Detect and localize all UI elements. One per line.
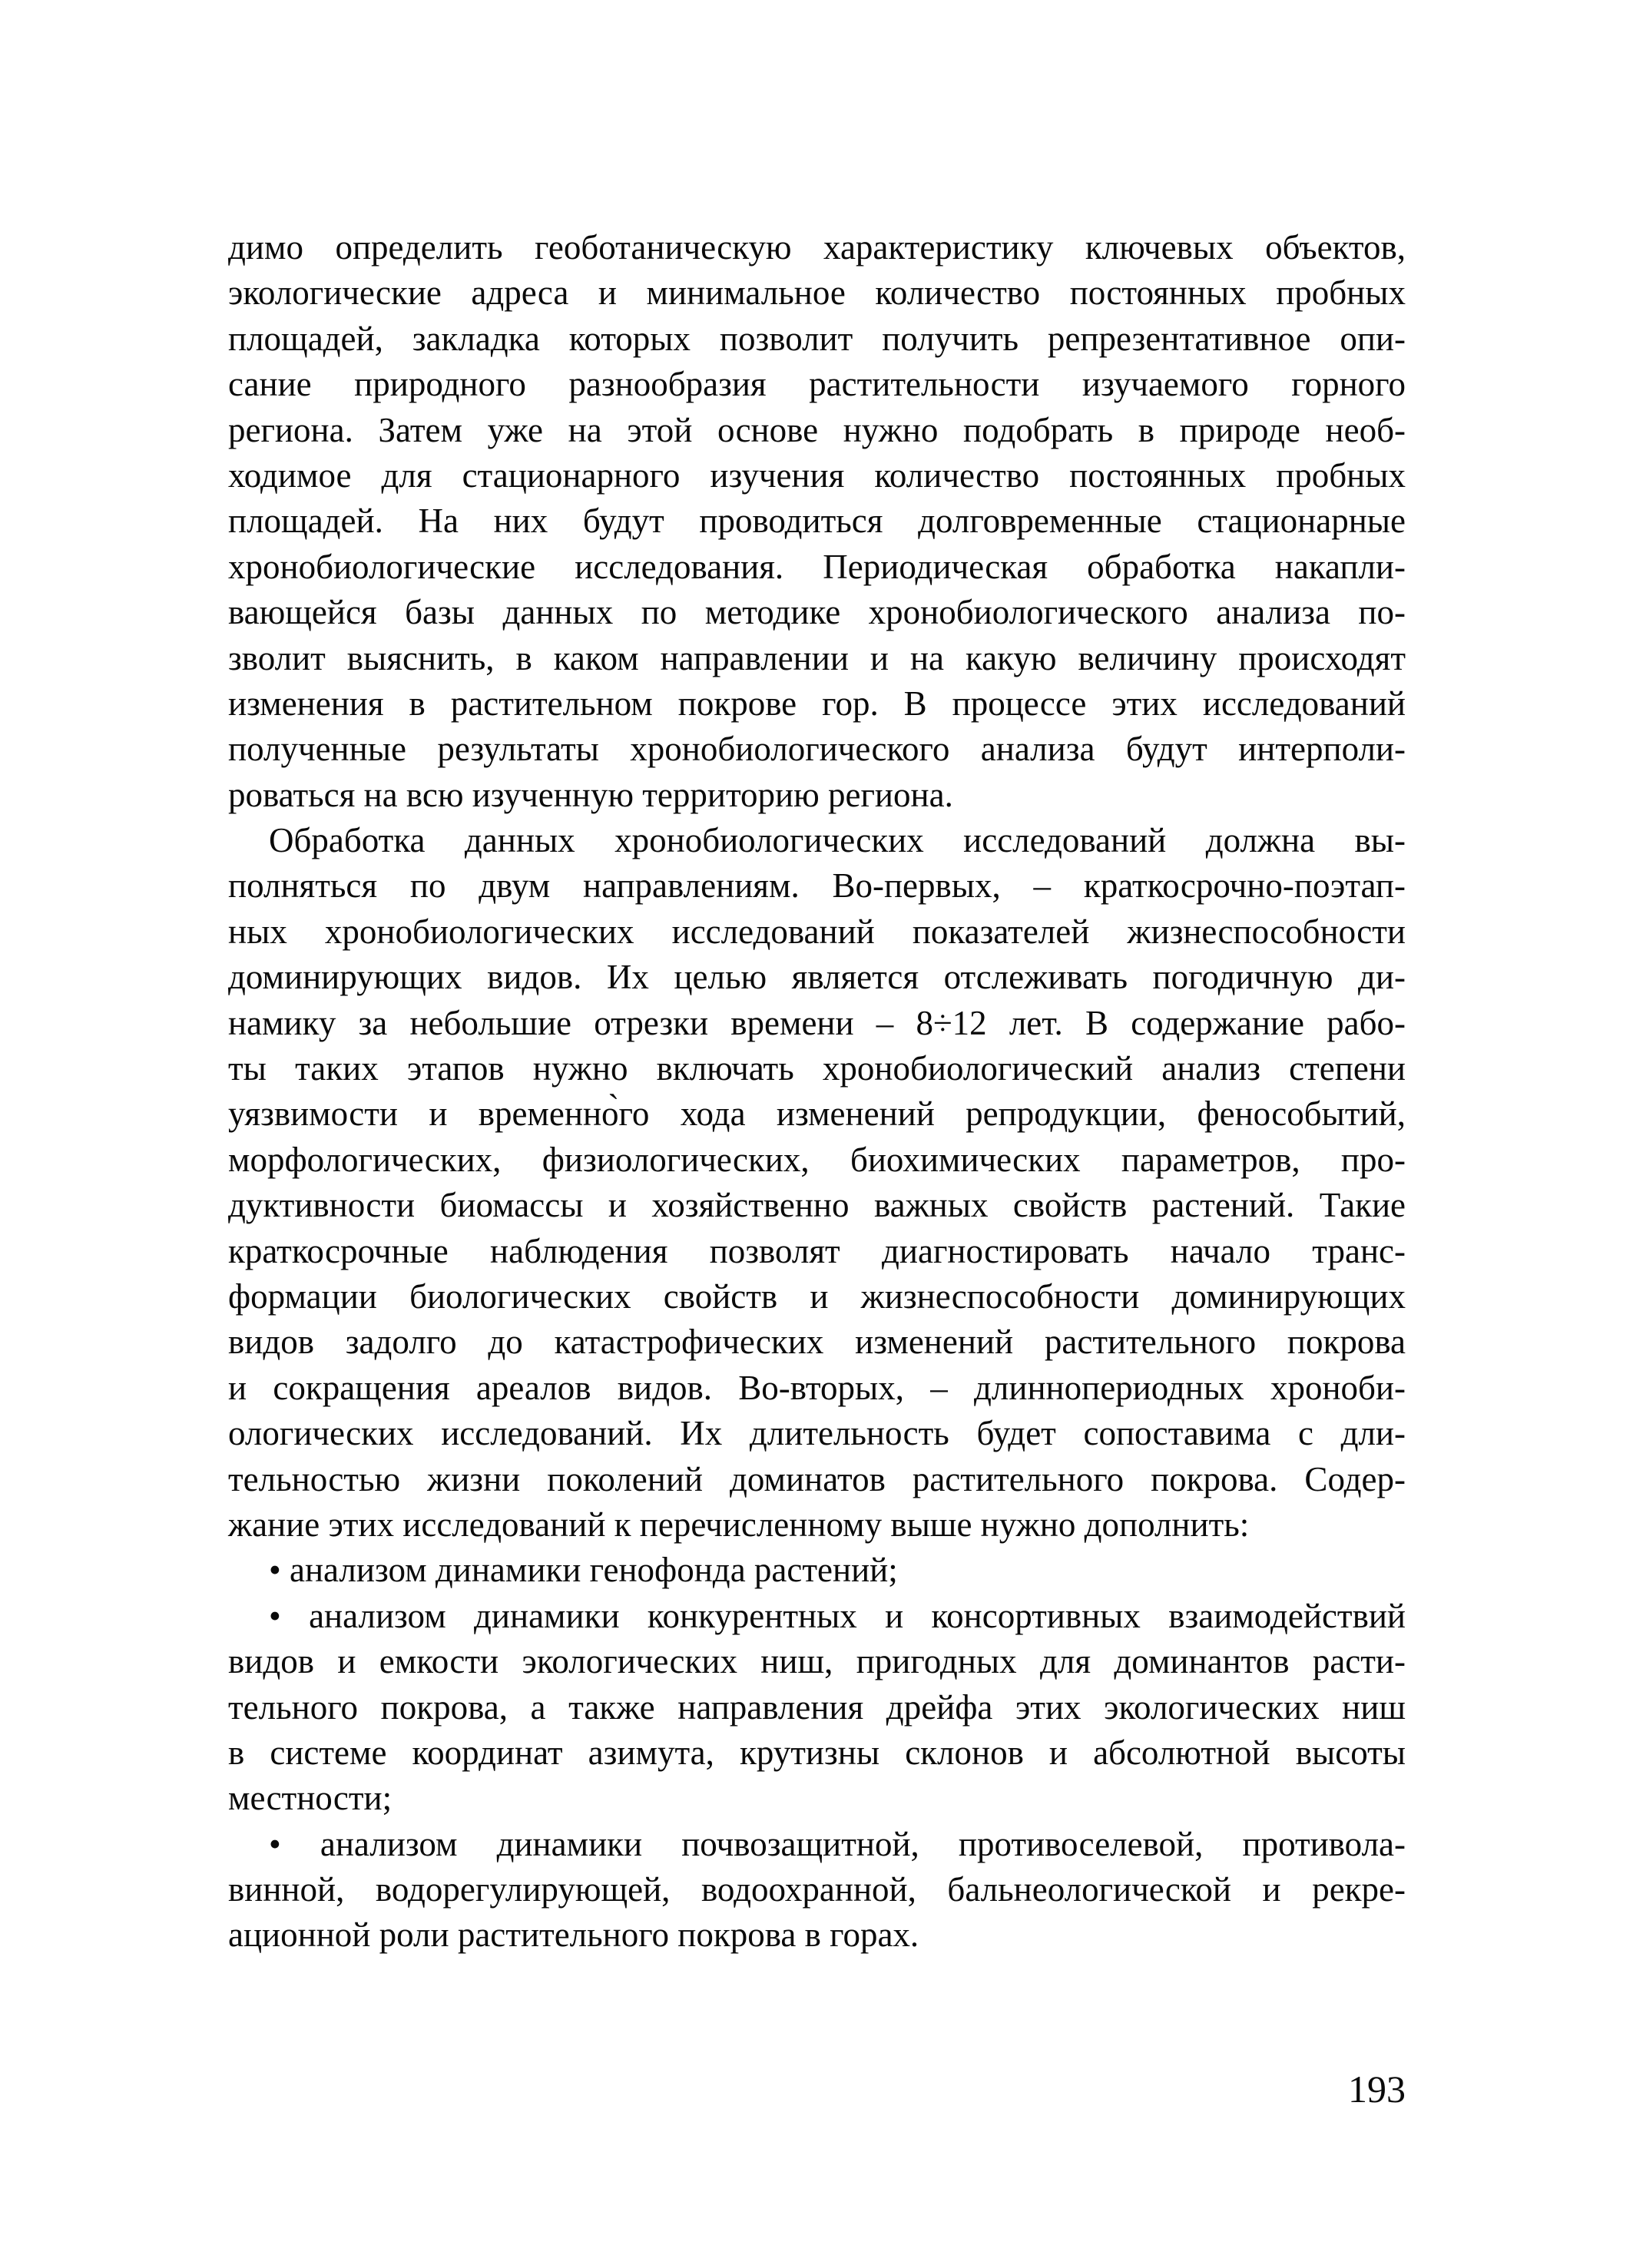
text-line: уязвимости и временно̀го хода изменений репродукции, фенособытий,	[228, 1094, 1406, 1134]
text-line: краткосрочные наблюдения позволят диагностировать начало транс-	[228, 1231, 1406, 1270]
text-line: полняться по двум направлениям. Во-первых, – краткосрочно-поэтап-	[228, 866, 1406, 906]
text-line: тельностью жизни поколений доминатов растительного покрова. Содер-	[228, 1459, 1406, 1498]
text-line: формации биологических свойств и жизнеспособности доминирующих	[228, 1276, 1406, 1316]
bullet-line: • анализом динамики генофонда растений;	[269, 1551, 898, 1590]
text-line: дуктивности биомассы и хозяйственно важных свойств растений. Такие	[228, 1186, 1406, 1225]
text-line: в системе координат азимута, крутизны склонов и абсолютной высоты	[228, 1733, 1406, 1772]
text-line: жание этих исследований к перечисленному выше нужно дополнить:	[228, 1505, 1250, 1544]
text-block	[228, 225, 1406, 1958]
text-line: вающейся базы данных по методике хронобиологического анализа по-	[228, 593, 1406, 632]
text-line: морфологических, физиологических, биохимических параметров, про-	[228, 1140, 1406, 1179]
text-line: площадей. На них будут проводиться долговременные стационарные	[228, 502, 1406, 541]
text-line: хронобиологические исследования. Периодическая обработка накапли-	[228, 547, 1406, 586]
text-line: ных хронобиологических исследований показателей жизнеспособности	[228, 912, 1406, 951]
text-line: экологические адреса и минимальное количество постоянных пробных	[228, 273, 1406, 313]
text-line: Обработка данных хронобиологических исследований должна вы-	[269, 821, 1406, 860]
text-line: ационной роли растительного покрова в горах.	[228, 1915, 919, 1955]
text-line: сание природного разнообразия растительности изучаемого горного	[228, 365, 1406, 404]
bullet-line: • анализом динамики почвозащитной, противоселевой, противола-	[269, 1824, 1406, 1863]
text-line: площадей, закладка которых позволит получить репрезентативное опи-	[228, 319, 1406, 358]
text-line: ты таких этапов нужно включать хронобиологический анализ степени	[228, 1049, 1406, 1088]
text-line: доминирующих видов. Их целью является отслеживать погодичную ди-	[228, 958, 1406, 997]
text-line: изменения в растительном покрове гор. В процессе этих исследований	[228, 684, 1406, 723]
text-line: видов задолго до катастрофических изменений растительного покрова	[228, 1323, 1406, 1362]
text-line: роваться на всю изученную территорию региона.	[228, 775, 953, 814]
page-number: 193	[1348, 2068, 1406, 2111]
text-line: местности;	[228, 1779, 393, 1818]
text-line: димо определить геоботаническую характеристику ключевых объектов,	[228, 228, 1406, 267]
text-line: винной, водорегулирующей, водоохранной, бальнеологической и рекре-	[228, 1870, 1406, 1909]
text-line: зволит выяснить, в каком направлении и на какую величину происходят	[228, 638, 1406, 677]
text-line: тельного покрова, а также направления дрейфа этих экологических ниш	[228, 1687, 1406, 1727]
text-line: полученные результаты хронобиологического анализа будут интерполи-	[228, 730, 1406, 769]
text-line: намику за небольшие отрезки времени – 8÷12 лет. В содержание рабо-	[228, 1003, 1406, 1042]
text-line: и сокращения ареалов видов. Во-вторых, – длиннопериодных хроноби-	[228, 1368, 1406, 1407]
text-line: видов и емкости экологических ниш, пригодных для доминантов расти-	[228, 1642, 1406, 1681]
text-line: региона. Затем уже на этой основе нужно подобрать в природе необ-	[228, 410, 1406, 449]
text-line: ходимое для стационарного изучения количество постоянных пробных	[228, 455, 1406, 495]
bullet-line: • анализом динамики конкурентных и консортивных взаимодействий	[269, 1596, 1406, 1635]
text-line: ологических исследований. Их длительность будет сопоставима с дли-	[228, 1414, 1406, 1453]
